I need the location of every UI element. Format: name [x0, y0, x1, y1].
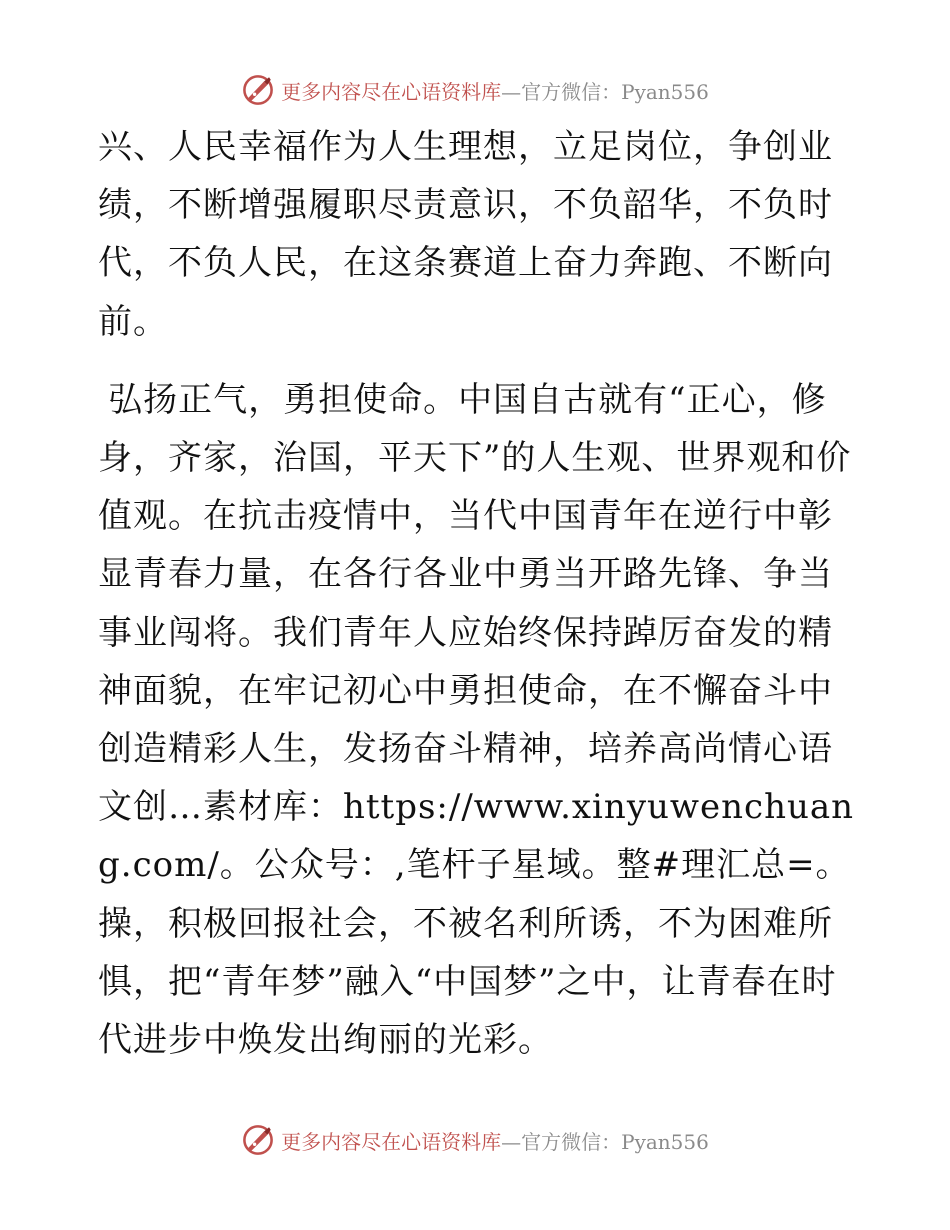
paragraph-2: 弘扬正气，勇担使命。中国自古就有“正心，修身，齐家，治国，平天下”的人生观、世界观和价值观。在抗击疫情中，当代中国青年在逆行中彰显青春力量，在各行各业中勇当开路先锋、争当事业闯将。我们青年人应始终保持踔厉奋发的精神面貌，在牢记初心中勇担使命，在不懈奋斗中创造精彩人生，发扬奋斗精神，培养高尚情心语文创…素材库：https://www.xinyuwenchuang.com/。公众号：,笔杆子星域。整#理汇总=。操，积极回报社会，不被名利所诱，不为困难所惧，把“青年梦”融入“中国梦”之中，让青春在时代进步中焕发出绚丽的光彩。 — [98, 379, 855, 1061]
footer-brand-text — [281, 1126, 709, 1155]
header-banner-inner — [241, 73, 709, 107]
header-brand-text — [281, 76, 709, 105]
document-body — [98, 118, 858, 1069]
paragraph-1: 兴、人民幸福作为人生理想，立足岗位，争创业绩，不断增强履职尽责意识，不负韶华，不负时代，不负人民，在这条赛道上奋力奔跑、不断向前。 — [98, 127, 833, 342]
footer-brand-gray: —官方微信：Pyan556 — [501, 1129, 709, 1154]
footer-brand-red: 更多内容尽在心语资料库 — [281, 1129, 502, 1154]
footer-banner-inner — [241, 1123, 709, 1157]
header-brand-red: 更多内容尽在心语资料库 — [281, 79, 502, 104]
footer-banner — [0, 1120, 950, 1160]
pen-nib-circle-icon — [241, 73, 275, 107]
pen-nib-circle-icon — [241, 1123, 275, 1157]
header-brand-gray: —官方微信：Pyan556 — [501, 79, 709, 104]
header-banner — [0, 70, 950, 110]
